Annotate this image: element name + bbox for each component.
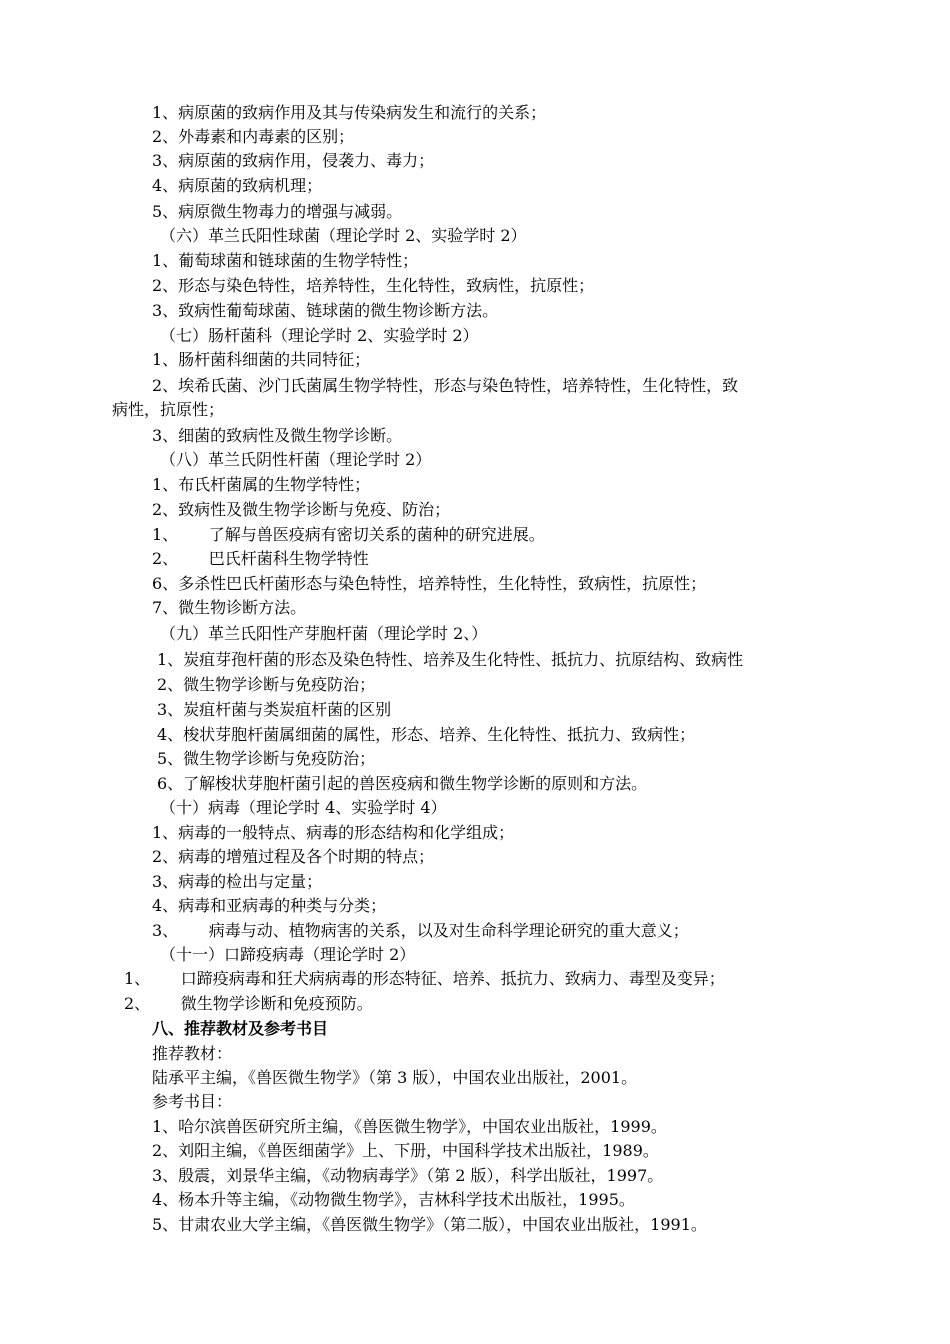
text-line: 6、了解梭状芽胞杆菌引起的兽医疫病和微生物学诊断的原则和方法。 (157, 774, 648, 793)
text-line: 2、埃希氏菌、沙门氏菌属生物学特性，形态与染色特性，培养特性，生化特性，致 (152, 376, 739, 395)
section-heading: （八）革兰氏阴性杆菌（理论学时 2） (160, 450, 432, 469)
section-heading: （九）革兰氏阳性产芽胞杆菌（理论学时 2、） (160, 624, 488, 643)
section-heading: （十）病毒（理论学时 4、实验学时 4） (160, 798, 447, 817)
text-line: 3、 病毒与动、植物病害的关系，以及对生命科学理论研究的重大意义； (152, 921, 689, 940)
text-line: 3、病毒的检出与定量； (152, 872, 323, 891)
text-line: 1、 了解与兽医疫病有密切关系的菌种的研究进展。 (152, 525, 545, 544)
section-heading: （六）革兰氏阳性球菌（理论学时 2、实验学时 2） (160, 226, 527, 245)
text-line: 3、殷震，刘景华主编，《动物病毒学》（第 2 版），科学出版社，1997。 (152, 1166, 664, 1185)
text-line: 2、形态与染色特性，培养特性，生化特性，致病性，抗原性； (152, 276, 595, 295)
text-line: 2、 微生物学诊断和免疫预防。 (124, 994, 373, 1013)
text-line: 1、炭疽芽孢杆菌的形态及染色特性、培养及生化特性、抵抗力、抗原结构、致病性 (157, 650, 744, 669)
text-line: 3、炭疽杆菌与类炭疽杆菌的区别 (157, 700, 392, 719)
text-line: 2、致病性及微生物学诊断与免疫、防治； (152, 500, 451, 519)
text-line: 6、多杀性巴氏杆菌形态与染色特性，培养特性，生化特性，致病性，抗原性； (152, 574, 707, 593)
subheading: 推荐教材： (152, 1044, 233, 1063)
text-line: 3、致病性葡萄球菌、链球菌的微生物诊断方法。 (152, 301, 499, 320)
text-line: 4、梭状芽胞杆菌属细菌的属性，形态、培养、生化特性、抵抗力、致病性； (157, 725, 696, 744)
text-line: 4、病原菌的致病机理； (152, 176, 323, 195)
text-line: 5、甘肃农业大学主编，《兽医微生物学》（第二版），中国农业出版社，1991。 (152, 1215, 707, 1234)
text-line: 5、病原微生物毒力的增强与减弱。 (152, 202, 403, 221)
text-line: 1、肠杆菌科细菌的共同特征； (152, 350, 371, 369)
text-line: 1、布氏杆菌属的生物学特性； (152, 475, 371, 494)
text-line: 1、病毒的一般特点、病毒的形态结构和化学组成； (152, 823, 515, 842)
text-line: 1、哈尔滨兽医研究所主编，《兽医微生物学》，中国农业出版社，1999。 (152, 1117, 667, 1136)
chapter-heading: 八、推荐教材及参考书目 (152, 1019, 329, 1038)
text-line: 1、葡萄球菌和链球菌的生物学特性； (152, 251, 419, 270)
text-line: 病性，抗原性； (112, 400, 225, 419)
text-line: 2、刘阳主编，《兽医细菌学》上、下册，中国科学技术出版社，1989。 (152, 1141, 659, 1160)
subheading: 参考书目： (152, 1092, 233, 1111)
section-heading: （七）肠杆菌科（理论学时 2、实验学时 2） (160, 326, 479, 345)
text-line: 5、微生物学诊断与免疫防治； (157, 749, 376, 768)
text-line: 4、杨本升等主编，《动物微生物学》，吉林科学技术出版社，1995。 (152, 1190, 635, 1209)
text-line: 2、微生物学诊断与免疫防治； (157, 675, 376, 694)
text-line: 3、病原菌的致病作用，侵袭力、毒力； (152, 151, 435, 170)
text-line: 陆承平主编，《兽医微生物学》（第 3 版），中国农业出版社，2001。 (152, 1068, 638, 1087)
text-line: 7、微生物诊断方法。 (152, 598, 307, 617)
text-line: 2、外毒素和内毒素的区别； (152, 127, 355, 146)
text-line: 2、病毒的增殖过程及各个时期的特点； (152, 847, 435, 866)
text-line: 1、病原菌的致病作用及其与传染病发生和流行的关系； (152, 103, 547, 122)
text-line: 4、病毒和亚病毒的种类与分类； (152, 896, 387, 915)
section-heading: （十一）口蹄疫病毒（理论学时 2） (160, 945, 416, 964)
text-line: 2、 巴氏杆菌科生物学特性 (152, 549, 369, 568)
text-line: 3、细菌的致病性及微生物学诊断。 (152, 426, 403, 445)
text-line: 1、 口蹄疫病毒和狂犬病病毒的形态特征、培养、抵抗力、致病力、毒型及变异； (124, 969, 725, 988)
